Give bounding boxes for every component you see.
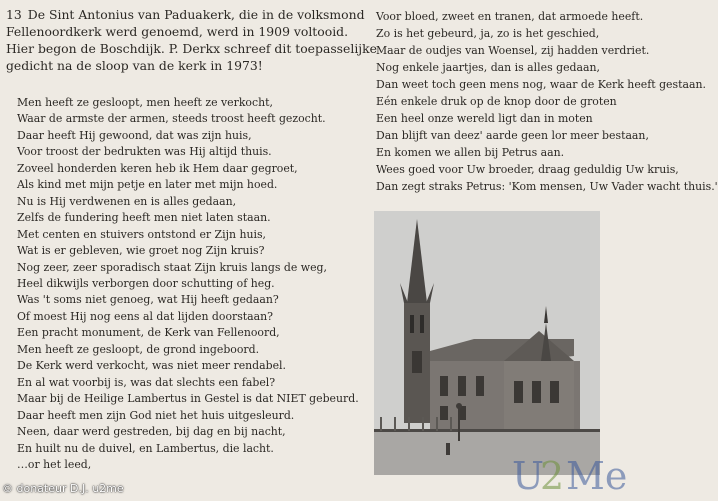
poem-line: De Kerk werd verkocht, was niet meer rendabel. xyxy=(17,359,286,373)
copyright-watermark: © donateur D.J. u2me xyxy=(2,482,124,495)
poem-right-column xyxy=(376,8,718,195)
poem-line: Voor bloed, zweet en tranen, dat armoede heeft. xyxy=(376,10,644,23)
poem-line: Maar de oudjes van Woensel, zij hadden verdriet. xyxy=(376,44,650,57)
poem-line: Men heeft ze gesloopt, men heeft ze verkocht, xyxy=(17,96,273,109)
poem-line: Maar bij de Heilige Lambertus in Gestel is dat NIET gebeurd. xyxy=(17,392,359,406)
caption-number: 13 xyxy=(6,7,22,22)
poem-line: Met centen en stuivers ontstond er Zijn huis, xyxy=(17,227,267,241)
poem-line: Daar heeft Hij gewoond, dat was zijn huis, xyxy=(17,128,252,142)
church-photo xyxy=(374,211,600,475)
poem-line: Zoveel honderden keren heb ik Hem daar gegroet, xyxy=(17,161,298,175)
poem-line: Daar heeft men zijn God niet het huis uitgesleurd. xyxy=(17,408,295,422)
svg-text:Me: Me xyxy=(566,454,628,498)
u2me-logo-icon xyxy=(510,453,640,497)
poem-line: En komen we allen bij Petrus aan. xyxy=(376,146,565,159)
poem-line: Wees goed voor Uw broeder, draag geduldig Uw kruis, xyxy=(376,163,679,176)
poem-line: Dan zegt straks Petrus: 'Kom mensen, Uw Vader wacht thuis.' xyxy=(376,180,718,193)
poem-line: Was 't soms niet genoeg, wat Hij heeft gedaan? xyxy=(17,293,279,307)
poem-line: Wat is er gebleven, wie groet nog Zijn kruis? xyxy=(17,244,265,258)
poem-line: Dan weet toch geen mens nog, waar de Kerk heeft gestaan. xyxy=(376,78,706,91)
poem-line: Nog zeer, zeer sporadisch staat Zijn kruis langs de weg, xyxy=(17,260,327,274)
poem-line: Heel dikwijls verborgen door schutting of heg. xyxy=(17,276,275,290)
intro-line: Hier begon de Boschdijk. P. Derkx schreef dit toepasselijke xyxy=(6,41,377,56)
poem-line: …or het leed, xyxy=(17,457,92,471)
poem-line: Waar de armste der armen, steeds troost heeft gezocht. xyxy=(17,112,326,126)
u2me-logo xyxy=(510,453,640,497)
poem-line: Neen, daar werd gestreden, bij dag en bij nacht, xyxy=(17,425,286,439)
church-illustration xyxy=(374,211,600,475)
poem-line: Zelfs de fundering heeft men niet laten staan. xyxy=(17,211,271,225)
poem-line: Nu is Hij verdwenen en is alles gedaan, xyxy=(17,194,237,208)
intro-paragraph xyxy=(6,6,377,74)
poem-line: Als kind met mijn petje en later met mijn hoed. xyxy=(17,178,278,192)
intro-line: Fellenoordkerk werd genoemd, werd in 1909 voltooid. xyxy=(6,24,349,39)
intro-line: 13 De Sint Antonius van Paduakerk, die in de volksmond xyxy=(6,7,365,22)
poem-line: Of moest Hij nog eens al dat lijden doorstaan? xyxy=(17,309,274,323)
poem-line: Een pracht monument, de Kerk van Fellenoord, xyxy=(17,326,280,340)
poem-line: En huilt nu de duivel, en Lambertus, die lacht. xyxy=(17,441,274,455)
poem-left-column xyxy=(17,95,362,473)
poem-line: Een heel onze wereld ligt dan in moten xyxy=(376,112,593,125)
poem-line: Dan blijft van deez' aarde geen lor meer bestaan, xyxy=(376,129,649,142)
poem-line: Men heeft ze gesloopt, de grond ingeboord. xyxy=(17,342,260,356)
poem-line: Eén enkele druk op de knop door de groten xyxy=(376,95,617,108)
poem-line: Zo is het gebeurd, ja, zo is het geschied, xyxy=(376,27,600,40)
svg-text:2: 2 xyxy=(540,454,565,498)
intro-line: gedicht na de sloop van de kerk in 1973! xyxy=(6,58,263,73)
svg-text:U: U xyxy=(512,454,545,498)
poem-line: En al wat voorbij is, was dat slechts een fabel? xyxy=(17,375,276,389)
poem-line: Nog enkele jaartjes, dan is alles gedaan, xyxy=(376,61,600,74)
poem-line: Voor troost der bedrukten was Hij altijd thuis. xyxy=(17,145,272,159)
